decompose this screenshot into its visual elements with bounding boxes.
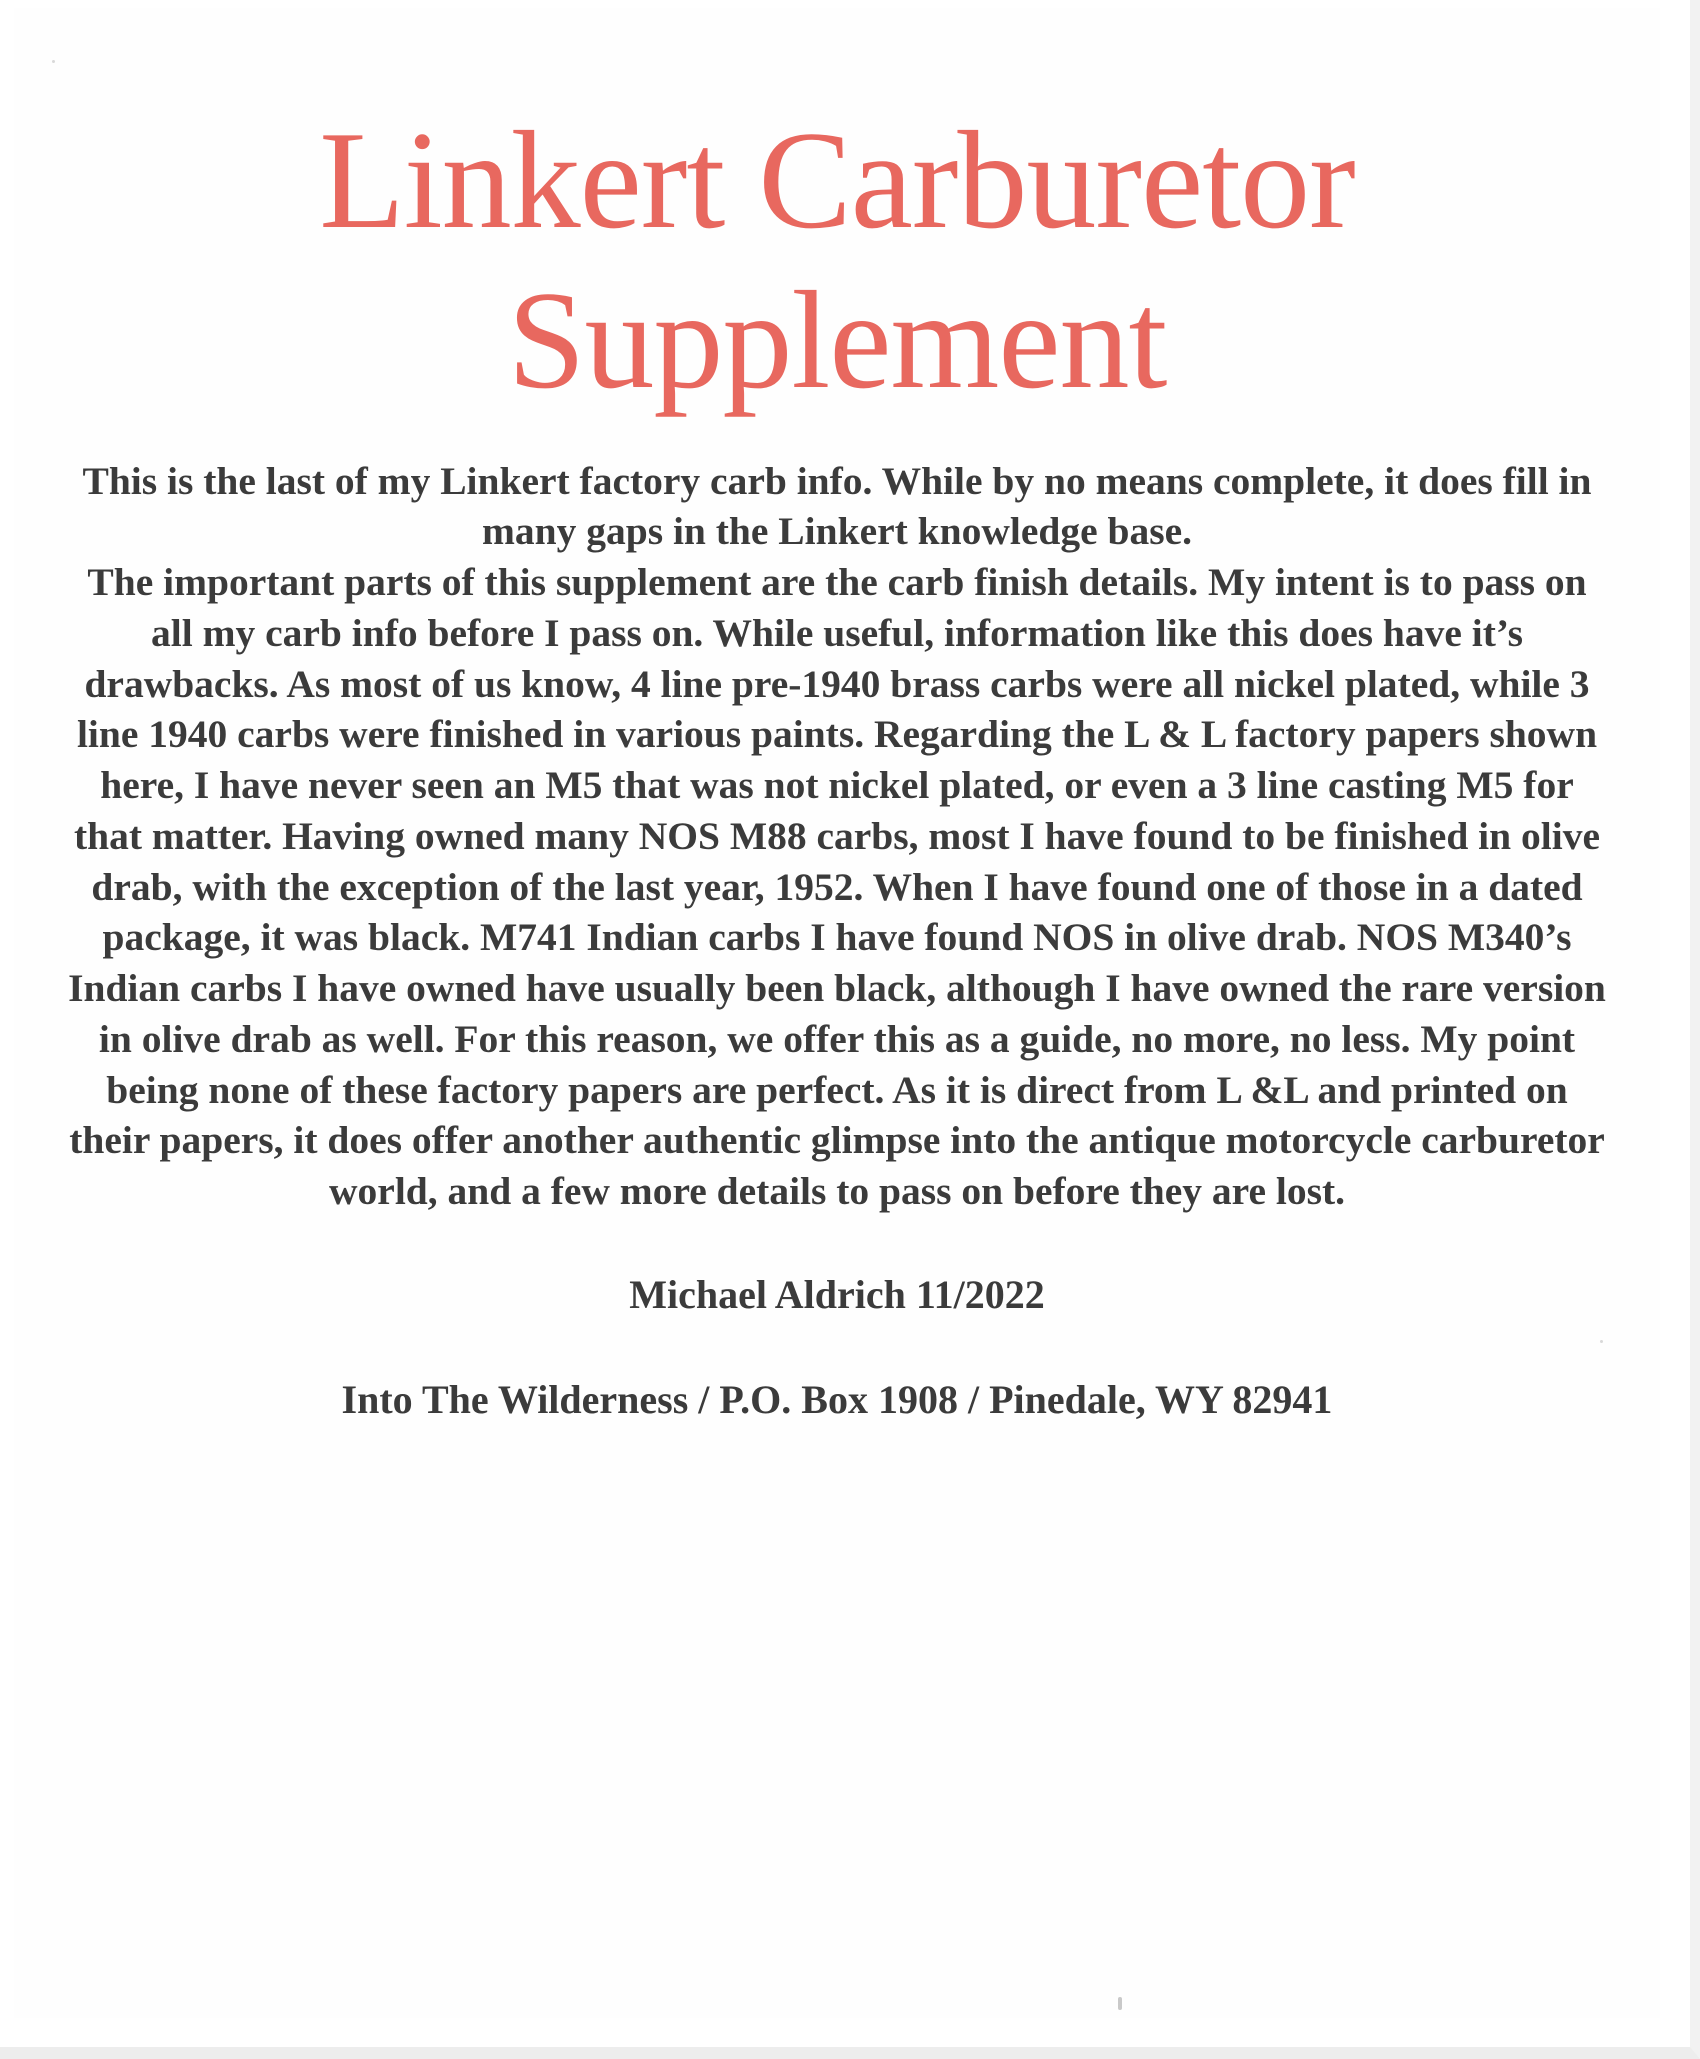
scan-artifact-speck bbox=[52, 60, 55, 63]
title-line-1: Linkert Carburetor bbox=[319, 103, 1355, 258]
scan-artifact-speck bbox=[1118, 1997, 1122, 2010]
body-paragraph-1: This is the last of my Linkert factory carb info. While by no means complete, it does fill in many gaps in the Linkert knowledge base. bbox=[82, 458, 1592, 554]
document-title bbox=[14, 92, 1660, 430]
author-signature: Michael Aldrich 11/2022 bbox=[629, 1271, 1045, 1317]
mailing-address: Into The Wilderness / P.O. Box 1908 / Pinedale, WY 82941 bbox=[341, 1376, 1333, 1422]
body-paragraph-2: The important parts of this supplement are the carb finish details. My intent is to pass on all my carb info before I pass on. While useful, information like this does have it’s drawbacks. As most of us know, 4 line pre-1940 brass carbs were all nickel plated, while 3 line 1940 carbs were finished in various paints. Regarding the L & L factory papers shown here, I have never seen an M5 that was not nickel plated, or even a 3 line casting M5 for that matter. Having owned many NOS M88 carbs, most I have found to be finished in olive drab, with the exception of the last year, 1952. When I have found one of those in a dated package, it was black. M741 Indian carbs I have found NOS in olive drab. NOS M340’s Indian carbs I have owned have usually been black, although I have owned the rare version in olive drab as well. For this reason, we offer this as a guide, no more, no less. My point being none of these factory papers are perfect. As it is direct from L &L and printed on their papers, it does offer another authentic glimpse into the antique motorcycle carburetor world, and a few more details to pass on before they are lost. bbox=[68, 560, 1606, 1214]
scan-artifact-speck bbox=[1600, 1340, 1603, 1343]
paper-sheet bbox=[14, 8, 1660, 2018]
title-line-2: Supplement bbox=[507, 262, 1167, 418]
document-body bbox=[14, 456, 1660, 1217]
